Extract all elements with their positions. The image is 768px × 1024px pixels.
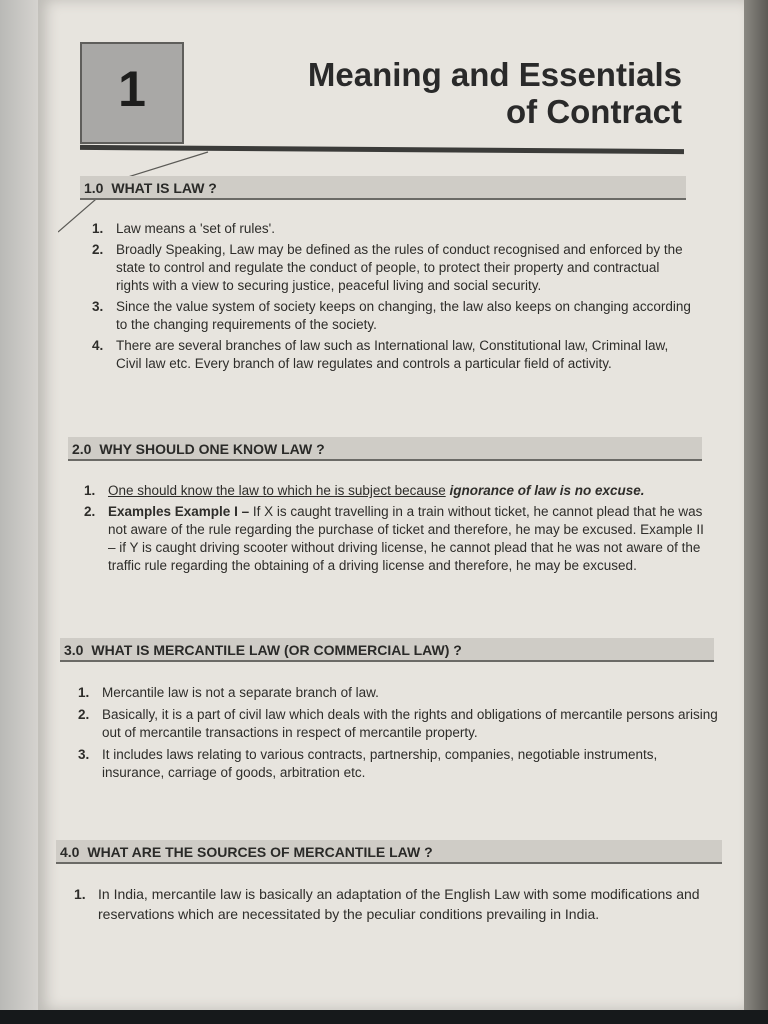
section-title: WHAT IS MERCANTILE LAW (OR COMMERCIAL LAW) ?	[91, 642, 462, 658]
list-item: 2. Basically, it is a part of civil law which deals with the rights and obligations of mercantile persons arising out of mercantile transactions in respect of mercantile property.	[78, 707, 718, 740]
list-item: 3. It includes laws relating to various contracts, partnership, companies, negotiable instruments, insurance, carriage of goods, arbitration etc.	[78, 747, 658, 780]
section-number: 3.0	[64, 642, 84, 658]
section-title: WHAT IS LAW ?	[111, 180, 217, 196]
section-heading-3	[60, 638, 714, 662]
section-heading-2	[68, 437, 702, 461]
list-item: 2. Examples Example I – If X is caught travelling in a train without ticket, he cannot plead that he was not aware of the rule regarding the purchase of ticket and therefore, he may be excused. Example II – if Y is caught driving scooter without driving license, he cannot plead that he was not aware of the traffic rule regarding the obtaining of a driving license and therefore, he may be excused.	[84, 504, 704, 573]
chapter-title-line-2: of Contract	[506, 93, 682, 130]
list-item: 1. Law means a 'set of rules'.	[92, 221, 275, 236]
list-item: 3. Since the value system of society keeps on changing, the law also keeps on changing according to the changing requirements of the society.	[92, 299, 691, 332]
section-number: 4.0	[60, 844, 80, 860]
chapter-title	[200, 56, 682, 130]
list-item: 2. Broadly Speaking, Law may be defined as the rules of conduct recognised and enforced by the state to control and regulate the conduct of people, to protect their property and contractual rights with a view to securing justice, peaceful living and social security.	[92, 242, 683, 293]
background-surface	[0, 1010, 768, 1024]
list-item: 4. There are several branches of law such as International law, Constitutional law, Criminal law, Civil law etc. Every branch of law regulates and controls a particular field of activity.	[92, 338, 669, 371]
section-heading-4	[56, 840, 722, 864]
chapter-title-line-1: Meaning and Essentials	[307, 56, 682, 93]
list-item: 1. In India, mercantile law is basically an adaptation of the English Law with some modifications and reservations which are necessitated by the peculiar conditions prevailing in India.	[74, 886, 700, 922]
section-number: 2.0	[72, 441, 92, 457]
chapter-number-box	[80, 42, 184, 144]
list-item: 1. One should know the law to which he is subject because ignorance of law is no excuse.	[84, 483, 645, 498]
section-1-list	[88, 220, 692, 373]
section-4-list	[70, 884, 726, 924]
section-3-list	[74, 684, 720, 782]
section-title: WHY SHOULD ONE KNOW LAW ?	[99, 441, 325, 457]
page-edge-shadow	[744, 0, 768, 1010]
section-heading-1	[80, 176, 686, 200]
section-title: WHAT ARE THE SOURCES OF MERCANTILE LAW ?	[87, 844, 433, 860]
chapter-number: 1	[118, 61, 146, 117]
section-number: 1.0	[84, 180, 104, 196]
list-item: 1. Mercantile law is not a separate branch of law.	[78, 685, 379, 700]
page-spine	[0, 0, 38, 1024]
section-2-list	[80, 482, 708, 575]
